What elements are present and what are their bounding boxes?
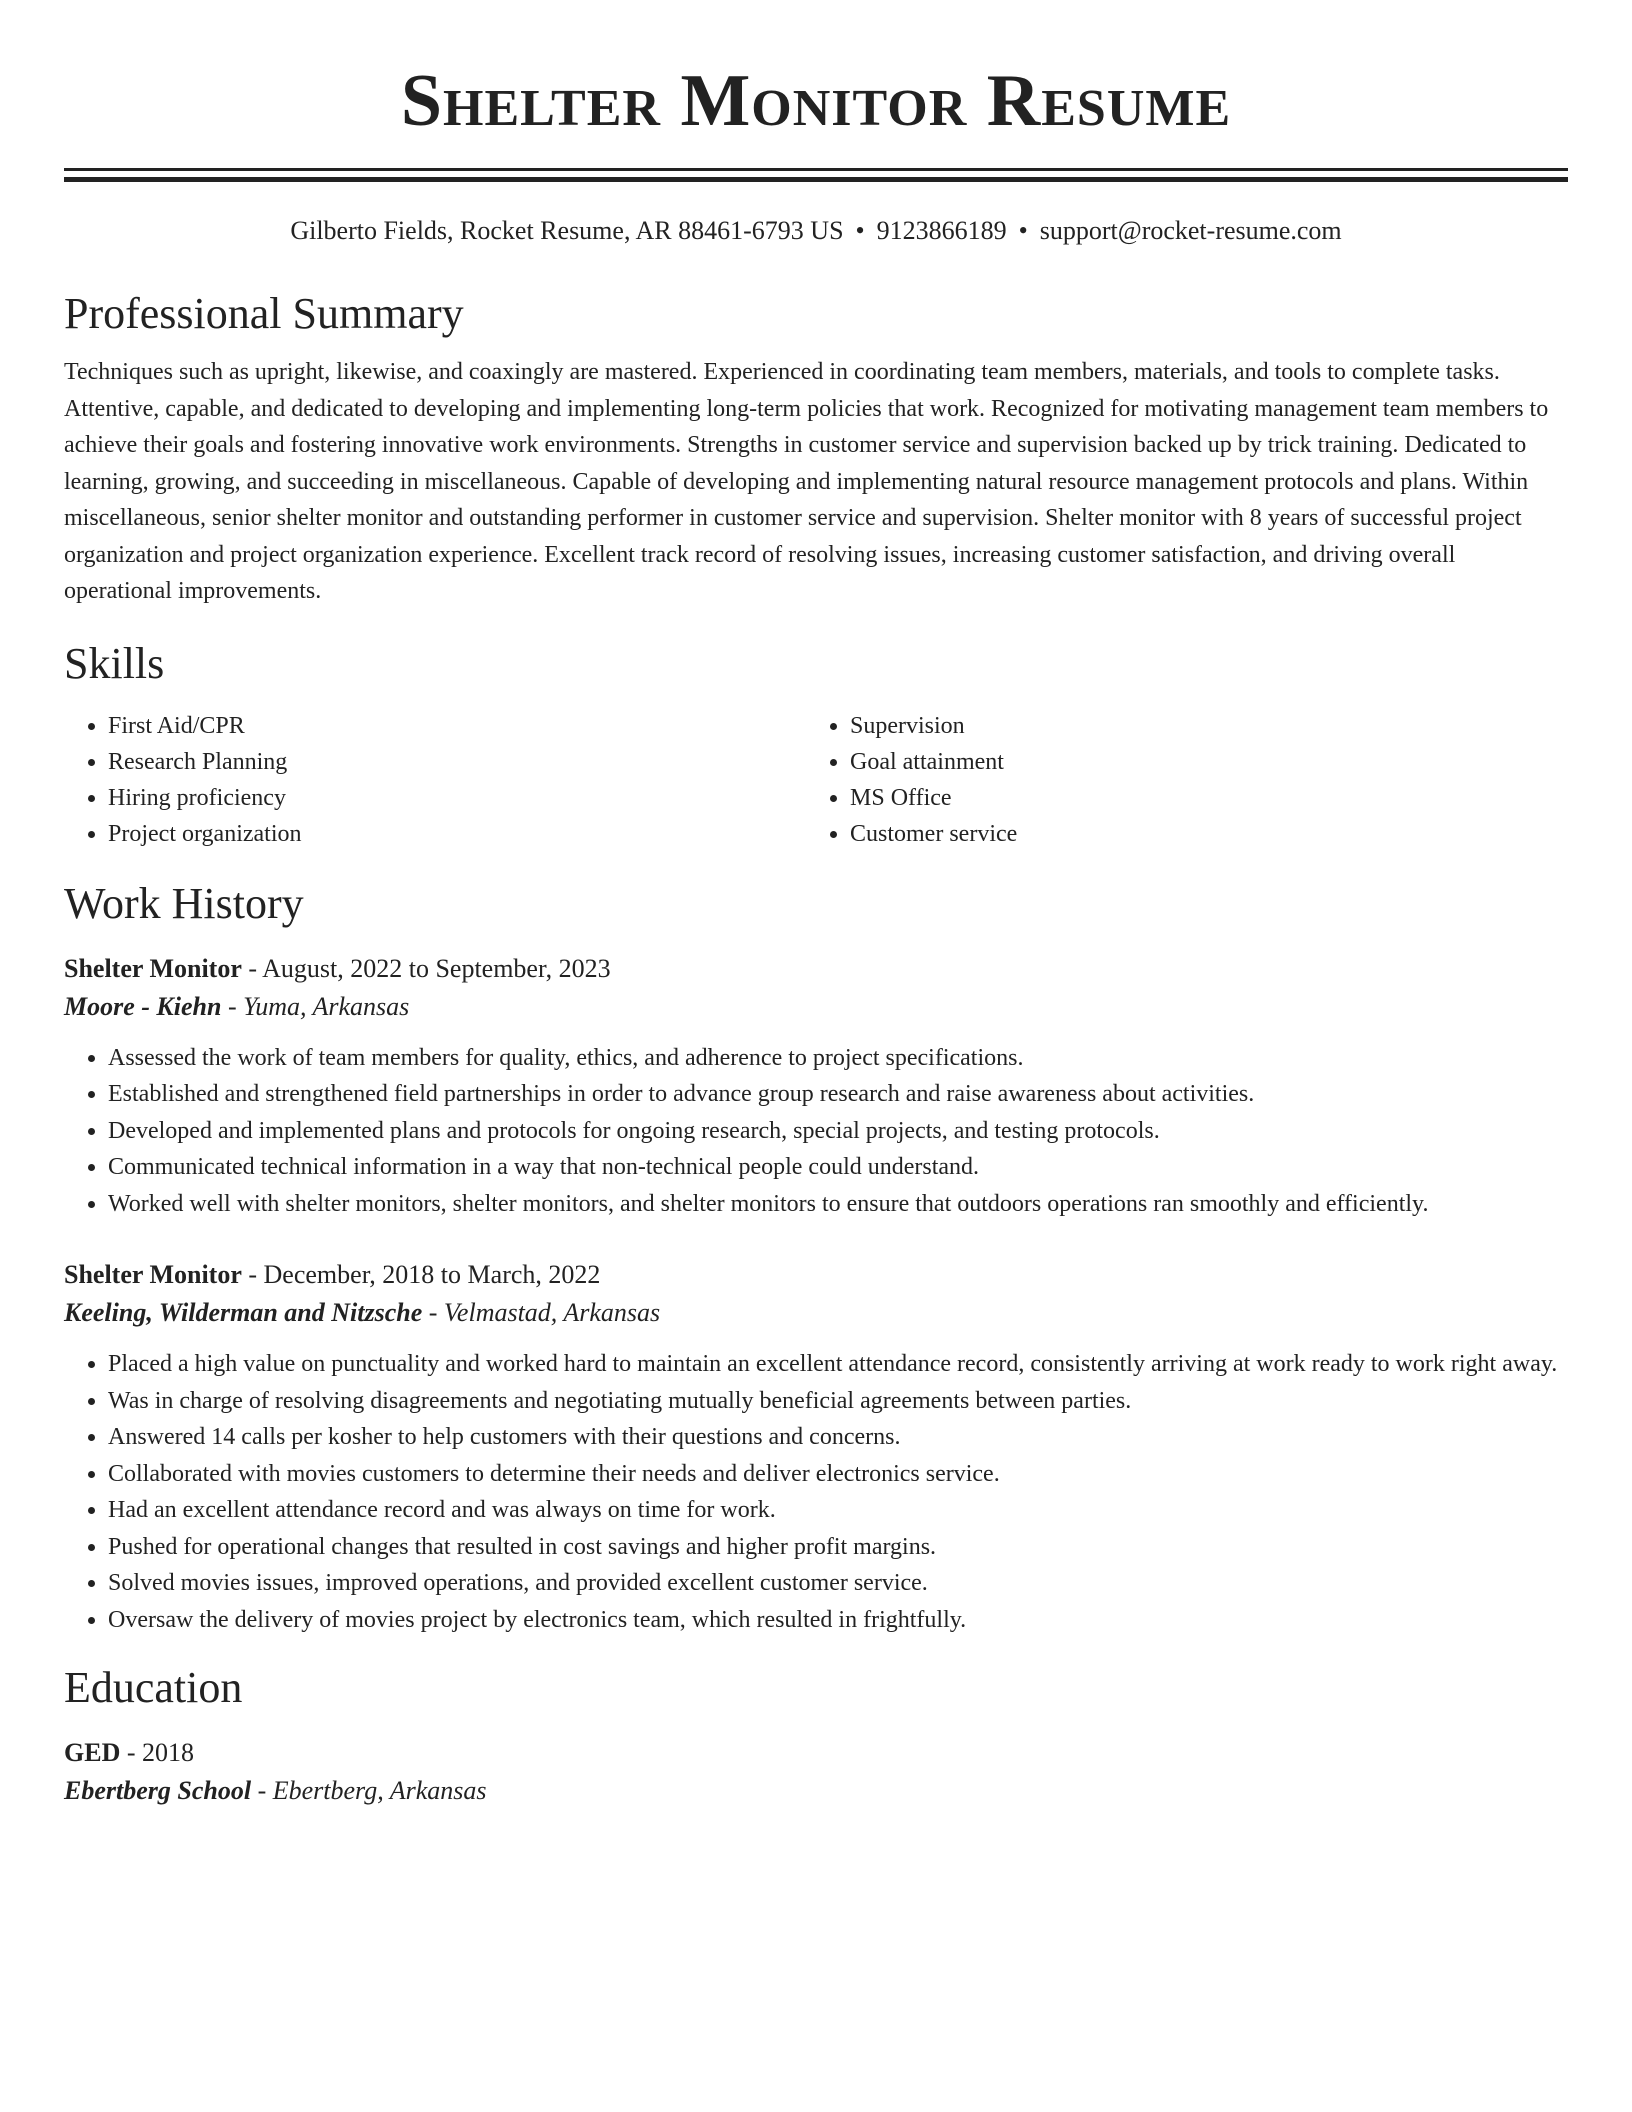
duty-item: • Answered 14 calls per kosher to help customers with their questions and concerns. (108, 1419, 1568, 1456)
skills-column-right (806, 708, 1568, 852)
contact-line (64, 216, 1568, 246)
duty-item: • Communicated technical information in a way that non-technical people could understand. (108, 1149, 1568, 1186)
skill-item: • Hiring proficiency (108, 780, 806, 816)
skill-item: • Supervision (850, 708, 1568, 744)
skill-item: • Project organization (108, 816, 806, 852)
duty-item: • Pushed for operational changes that resulted in cost savings and higher profit margins. (108, 1529, 1568, 1566)
job-location: - Yuma, Arkansas (221, 991, 410, 1021)
duty-item: • Oversaw the delivery of movies project by electronics team, which resulted in frightfully. (108, 1602, 1568, 1639)
education-degree-line (64, 1734, 1568, 1772)
job-employer (64, 1294, 1568, 1332)
job-duties (64, 1040, 1568, 1223)
duty-item: • Collaborated with movies customers to determine their needs and deliver electronics service. (108, 1456, 1568, 1493)
skills-column-left (64, 708, 806, 852)
education-degree: GED (64, 1738, 121, 1767)
job-location: - Velmastad, Arkansas (422, 1298, 661, 1327)
summary-heading: Professional Summary (64, 289, 464, 338)
duty-item: • Worked well with shelter monitors, shelter monitors, and shelter monitors to ensure that outdoors operations ran smoothly and efficiently. (108, 1186, 1568, 1223)
duty-item: • Was in charge of resolving disagreements and negotiating mutually beneficial agreements between parties. (108, 1383, 1568, 1420)
education-school: Ebertberg School (64, 1776, 252, 1805)
skill-item: • Goal attainment (850, 744, 1568, 780)
skills-list (64, 708, 1568, 852)
work-history-heading: Work History (64, 878, 304, 928)
duty-item: • Solved movies issues, improved operations, and provided excellent customer service. (108, 1565, 1568, 1602)
education-year: - 2018 (120, 1738, 195, 1767)
job-title: Shelter Monitor (64, 953, 242, 983)
skill-item: • First Aid/CPR (108, 708, 806, 744)
job-header (64, 950, 1568, 988)
page-title: Shelter Monitor Resume (400, 60, 1232, 142)
contact-address: Gilberto Fields, Rocket Resume, AR 88461-6793 US (290, 216, 844, 245)
title-divider-bottom (64, 177, 1568, 182)
job-dates: - August, 2022 to September, 2023 (241, 953, 611, 983)
duty-item: • Had an excellent attendance record and was always on time for work. (108, 1492, 1568, 1529)
job-dates: - December, 2018 to March, 2022 (241, 1260, 601, 1289)
summary-text: Techniques such as upright, likewise, and coaxingly are mastered. Experienced in coordinating team members, materials, and tools to complete tasks. Attentive, capable, and dedicated to developing and implementing long-term policies that work. Recognized for motivating management team members to achieve their goals and fostering innovative work environments. Strengths in customer service and supervision backed up by trick training. Dedicated to learning, growing, and succeeding in miscellaneous. Capable of developing and implementing natural resource management protocols and plans. Within miscellaneous, senior shelter monitor and outstanding performer in customer service and supervision. Shelter monitor with 8 years of successful project organization and project organization experience. Excellent track record of resolving issues, increasing customer satisfaction, and driving overall operational improvements. (64, 359, 1549, 604)
job-header (64, 1256, 1568, 1294)
duty-item: • Placed a high value on punctuality and worked hard to maintain an excellent attendance record, consistently arriving at work ready to work right away. (108, 1346, 1568, 1383)
duty-item: • Established and strengthened field partnerships in order to advance group research and raise awareness about activities. (108, 1076, 1568, 1113)
job-entry (64, 1256, 1568, 1638)
job-duties (64, 1346, 1568, 1638)
job-title: Shelter Monitor (64, 1260, 242, 1289)
education-heading: Education (64, 1663, 243, 1712)
skill-item: • MS Office (850, 780, 1568, 816)
contact-email: support@rocket-resume.com (1039, 216, 1342, 245)
job-company: Moore - Kiehn (64, 991, 222, 1021)
contact-separator: • (1018, 216, 1028, 245)
job-entry (64, 950, 1568, 1223)
skill-item: • Customer service (850, 816, 1568, 852)
job-employer (64, 988, 1568, 1026)
job-company: Keeling, Wilderman and Nitzsche (64, 1298, 423, 1327)
skills-heading: Skills (64, 638, 165, 688)
education-school-line (64, 1772, 1568, 1810)
skill-item: • Research Planning (108, 744, 806, 780)
duty-item: • Developed and implemented plans and protocols for ongoing research, special projects, and testing protocols. (108, 1113, 1568, 1150)
contact-phone: 9123866189 (876, 216, 1007, 245)
education-location: - Ebertberg, Arkansas (251, 1776, 487, 1805)
title-divider-top (64, 168, 1568, 171)
duty-item: • Assessed the work of team members for quality, ethics, and adherence to project specifications. (108, 1040, 1568, 1077)
education-entry (64, 1734, 1568, 1810)
contact-separator: • (855, 216, 865, 245)
